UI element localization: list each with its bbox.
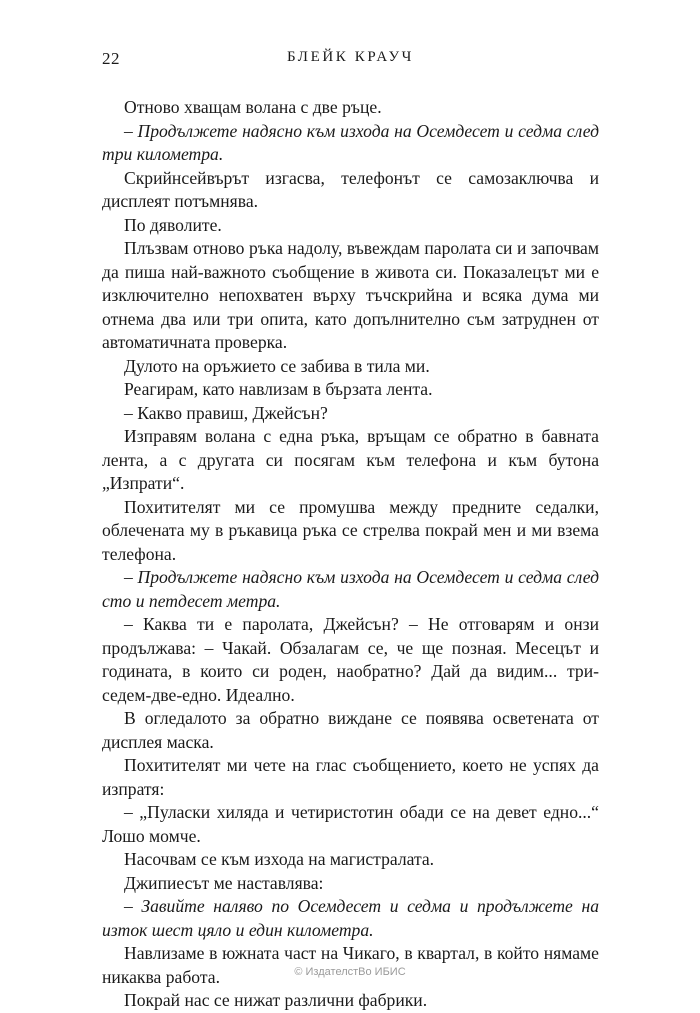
paragraph: – „Пуласки хиляда и четиристотин обади се на девет едно...“ Лошо момче.	[102, 802, 599, 846]
paragraph: Покрай нас се нижат различни фабрики.	[124, 990, 428, 1010]
body-text	[102, 96, 599, 1013]
paragraph: Похитителят ми чете на глас съобщението, което не успях да изпратя:	[102, 755, 599, 799]
paragraph: По дяволите.	[124, 214, 222, 235]
paragraph: – Продължете надясно към изхода на Осемдесет и седма след три километра.	[102, 120, 599, 164]
paragraph: Джипиесът ме наставлява:	[124, 872, 324, 893]
paragraph: Дулото на оръжието се забива в тила ми.	[124, 355, 430, 376]
paragraph: Похитителят ми се промушва между предните седалки, облечената му в ръкавица ръка се стрелва покрай мен и ми взема телефона.	[102, 496, 599, 564]
running-title: БЛЕЙК КРАУЧ	[286, 49, 415, 65]
paragraph: – Завийте наляво по Осемдесет и седма и продължете на изток шест цяло и един километра.	[102, 896, 599, 940]
paragraph: Изправям волана с една ръка, връщам се обратно в бавната лента, а с другата си посягам към телефона и към бутона „Изпрати“.	[102, 426, 599, 493]
paragraph: Реагирам, като навлизам в бързата лента.	[124, 379, 433, 399]
paragraph: Отново хващам волана с две ръце.	[124, 97, 382, 117]
paragraph: – Какво правиш, Джейсън?	[124, 402, 328, 423]
paragraph: Скрийнсейвърът изгасва, телефонът се самозаключва и дисплеят потъмнява.	[102, 167, 599, 211]
copyright-footer: © ИздателстВо ИБИС	[294, 966, 406, 978]
page-header	[102, 49, 599, 73]
paragraph: Насочвам се към изхода на магистралата.	[124, 849, 435, 869]
paragraph: Плъзвам отново ръка надолу, въвеждам паролата си и започвам да пиша най-важното съобщение в живота си. Показалецът ми е изключително непохватен върху тъчскрийна и всяка дума ми отнема два или три опита, като допълнително съм затруднен от автоматичната проверка.	[102, 238, 599, 352]
paragraph: В огледалото за обратно виждане се появява осветената от дисплея маска.	[102, 708, 599, 752]
paragraph: – Продължете надясно към изхода на Осемдесет и седма след сто и петдесет метра.	[102, 567, 599, 611]
paragraph: Навлизаме в южната част на Чикаго, в квартал, в който нямаме никаква работа.	[102, 943, 599, 987]
paragraph: – Каква ти е паролата, Джейсън? – Не отговарям и онзи продължава: – Чакай. Обзалагам се, че ще позная. Месецът и годината, в които си роден, наобратно? Дай да видим... три-седем-две-едно. Идеално.	[102, 614, 599, 705]
page-number: 22	[102, 49, 120, 68]
